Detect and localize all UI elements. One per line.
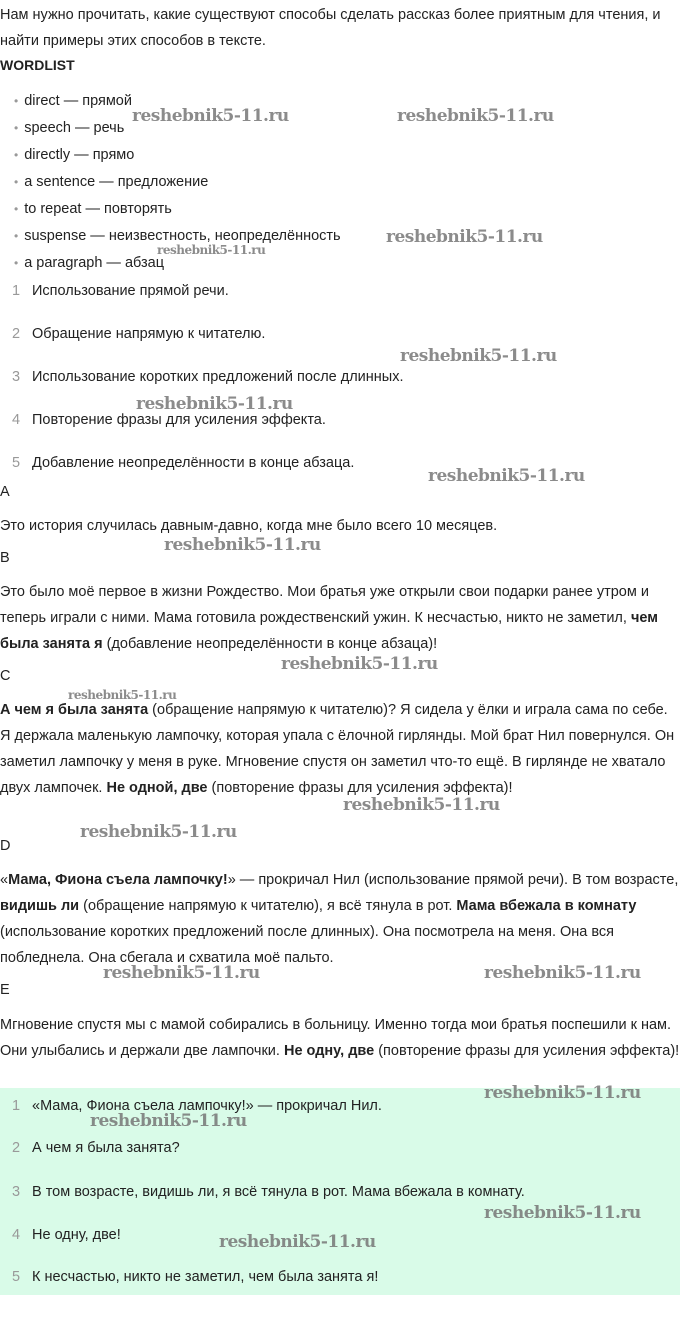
wordlist-term: a sentence — предложение (24, 174, 209, 190)
watermark: reshebnik5-11.ru (484, 963, 641, 983)
item-number: 5 (12, 455, 21, 471)
text-segment: » — прокричал Нил (использование прямой речи). В том возрасте, (227, 872, 679, 888)
text-segment: (обращение напрямую к читателю), я всё тянула в рот. (79, 898, 457, 914)
watermark: reshebnik5-11.ru (132, 106, 289, 126)
paragraph-e (0, 1012, 680, 1064)
answer-item (12, 1140, 180, 1156)
bullet-icon: • (14, 121, 19, 135)
answer-number: 4 (12, 1227, 21, 1243)
answer-item (12, 1098, 382, 1114)
paragraph-letter: E (0, 982, 10, 998)
answer-number: 5 (12, 1269, 21, 1285)
text-segment: (повторение фразы для усиления эффекта)! (374, 1043, 680, 1059)
wordlist-term: direct — прямой (24, 93, 132, 109)
item-number: 2 (12, 326, 21, 342)
watermark: reshebnik5-11.ru (281, 654, 438, 674)
bullet-icon: • (14, 256, 19, 270)
wordlist-item (14, 174, 208, 190)
highlighted-phrase: чем была занята я (0, 610, 658, 652)
watermark: reshebnik5-11.ru (386, 227, 543, 247)
wordlist-term: directly — прямо (24, 147, 135, 163)
wordlist-term: speech — речь (24, 120, 125, 136)
watermark: reshebnik5-11.ru (484, 1203, 641, 1223)
watermark: reshebnik5-11.ru (219, 1232, 376, 1252)
answer-text: «Мама, Фиона съела лампочку!» — прокричал Нил. (32, 1098, 382, 1114)
bullet-icon: • (14, 202, 19, 216)
wordlist-term: a paragraph — абзац (24, 255, 165, 271)
watermark: reshebnik5-11.ru (103, 963, 260, 983)
paragraph-d (0, 867, 680, 971)
watermark: reshebnik5-11.ru (428, 466, 585, 486)
item-text: Обращение напрямую к читателю. (32, 326, 266, 342)
item-text: Добавление неопределённости в конце абзаца. (32, 455, 355, 471)
text-segment: (использование коротких предложений после длинных). Она посмотрела на меня. Она вся побледнела. Она сбегала и схватила моё пальто. (0, 924, 615, 966)
paragraph-c (0, 697, 680, 801)
answer-text: К несчастью, никто не заметил, чем была занята я! (32, 1269, 379, 1285)
item-number: 4 (12, 412, 21, 428)
wordlist-item (14, 120, 124, 136)
answer-item (12, 1184, 525, 1200)
paragraph-letter: C (0, 668, 11, 684)
highlighted-phrase: А чем я была занята (0, 702, 149, 718)
wordlist-term: suspense — неизвестность, неопределённость (24, 228, 341, 244)
watermark: reshebnik5-11.ru (164, 535, 321, 555)
paragraph-b (0, 579, 680, 657)
wordlist-item (14, 201, 172, 217)
answer-number: 3 (12, 1184, 21, 1200)
watermark: reshebnik5-11.ru (343, 795, 500, 815)
highlighted-phrase: Мама вбежала в комнату (456, 898, 637, 914)
text-segment: (добавление неопределённости в конце абзаца)! (102, 636, 438, 652)
highlighted-phrase: Не одну, две (283, 1043, 375, 1059)
watermark: reshebnik5-11.ru (90, 1111, 247, 1131)
paragraph-letter: A (0, 484, 10, 500)
paragraph-a (0, 513, 680, 539)
text-segment: Мгновение спустя мы с мамой собирались в больницу. Именно тогда мои братья поспешили к нам. Они улыбались и держали две лампочки. (0, 1017, 672, 1059)
highlighted-phrase: видишь ли (0, 898, 80, 914)
watermark: reshebnik5-11.ru (484, 1083, 641, 1103)
text-segment: (обращение напрямую к читателю)? Я сидела у ёлки и играла сама по себе. Я держала маленькую лампочку, которая упала с ёлочной гирлянды. Мой брат Нил повернулся. Он заметил лампочку у меня в руке. Мгновение спустя он заметил что-то ещё. В гирлянде не хватало двух лампочек. (0, 702, 675, 796)
highlighted-phrase: Не одной, две (106, 780, 208, 796)
answer-text: А чем я была занята? (32, 1140, 180, 1156)
answer-number: 2 (12, 1140, 21, 1156)
answer-number: 1 (12, 1098, 21, 1114)
bullet-icon: • (14, 229, 19, 243)
paragraph-letter: D (0, 838, 11, 854)
item-number: 3 (12, 369, 21, 385)
text-segment: Это история случилась давным-давно, когда мне было всего 10 месяцев. (0, 518, 498, 534)
watermark: reshebnik5-11.ru (157, 243, 266, 257)
answer-text: Не одну, две! (32, 1227, 121, 1243)
text-segment: Это было моё первое в жизни Рождество. Мои братья уже открыли свои подарки ранее утром и теперь играли с ними. Мама готовила рождественский ужин. К несчастью, никто не заметил, (0, 584, 649, 626)
bullet-icon: • (14, 175, 19, 189)
item-text: Использование прямой речи. (32, 283, 229, 299)
wordlist-term: to repeat — повторять (24, 201, 172, 217)
text-segment: « (0, 872, 9, 888)
wordlist-item (14, 228, 341, 244)
wordlist-item (14, 255, 164, 271)
bullet-icon: • (14, 94, 19, 108)
text-segment: (повторение фразы для усиления эффекта)! (207, 780, 513, 796)
technique-item (12, 412, 326, 428)
watermark: reshebnik5-11.ru (136, 394, 293, 414)
answer-item (12, 1227, 121, 1243)
answer-item (12, 1269, 378, 1285)
bullet-icon: • (14, 148, 19, 162)
watermark: reshebnik5-11.ru (80, 822, 237, 842)
technique-item (12, 369, 404, 385)
item-text: Повторение фразы для усиления эффекта. (32, 412, 326, 428)
technique-item (12, 455, 354, 471)
paragraph-letter: B (0, 550, 10, 566)
technique-item (12, 283, 229, 299)
intro-text: Нам нужно прочитать, какие существуют способы сделать рассказ более приятным для чтения, и найти примеры этих способов в тексте. (0, 7, 661, 49)
item-text: Использование коротких предложений после длинных. (32, 369, 404, 385)
watermark: reshebnik5-11.ru (400, 346, 557, 366)
highlighted-phrase: Мама, Фиона съела лампочку! (8, 872, 228, 888)
item-number: 1 (12, 283, 21, 299)
answer-text: В том возрасте, видишь ли, я всё тянула в рот. Мама вбежала в комнату. (32, 1184, 525, 1200)
wordlist-title: WORDLIST (0, 57, 75, 73)
technique-item (12, 326, 265, 342)
watermark: reshebnik5-11.ru (397, 106, 554, 126)
wordlist-item (14, 93, 132, 109)
wordlist-item (14, 147, 134, 163)
watermark: reshebnik5-11.ru (68, 688, 177, 702)
